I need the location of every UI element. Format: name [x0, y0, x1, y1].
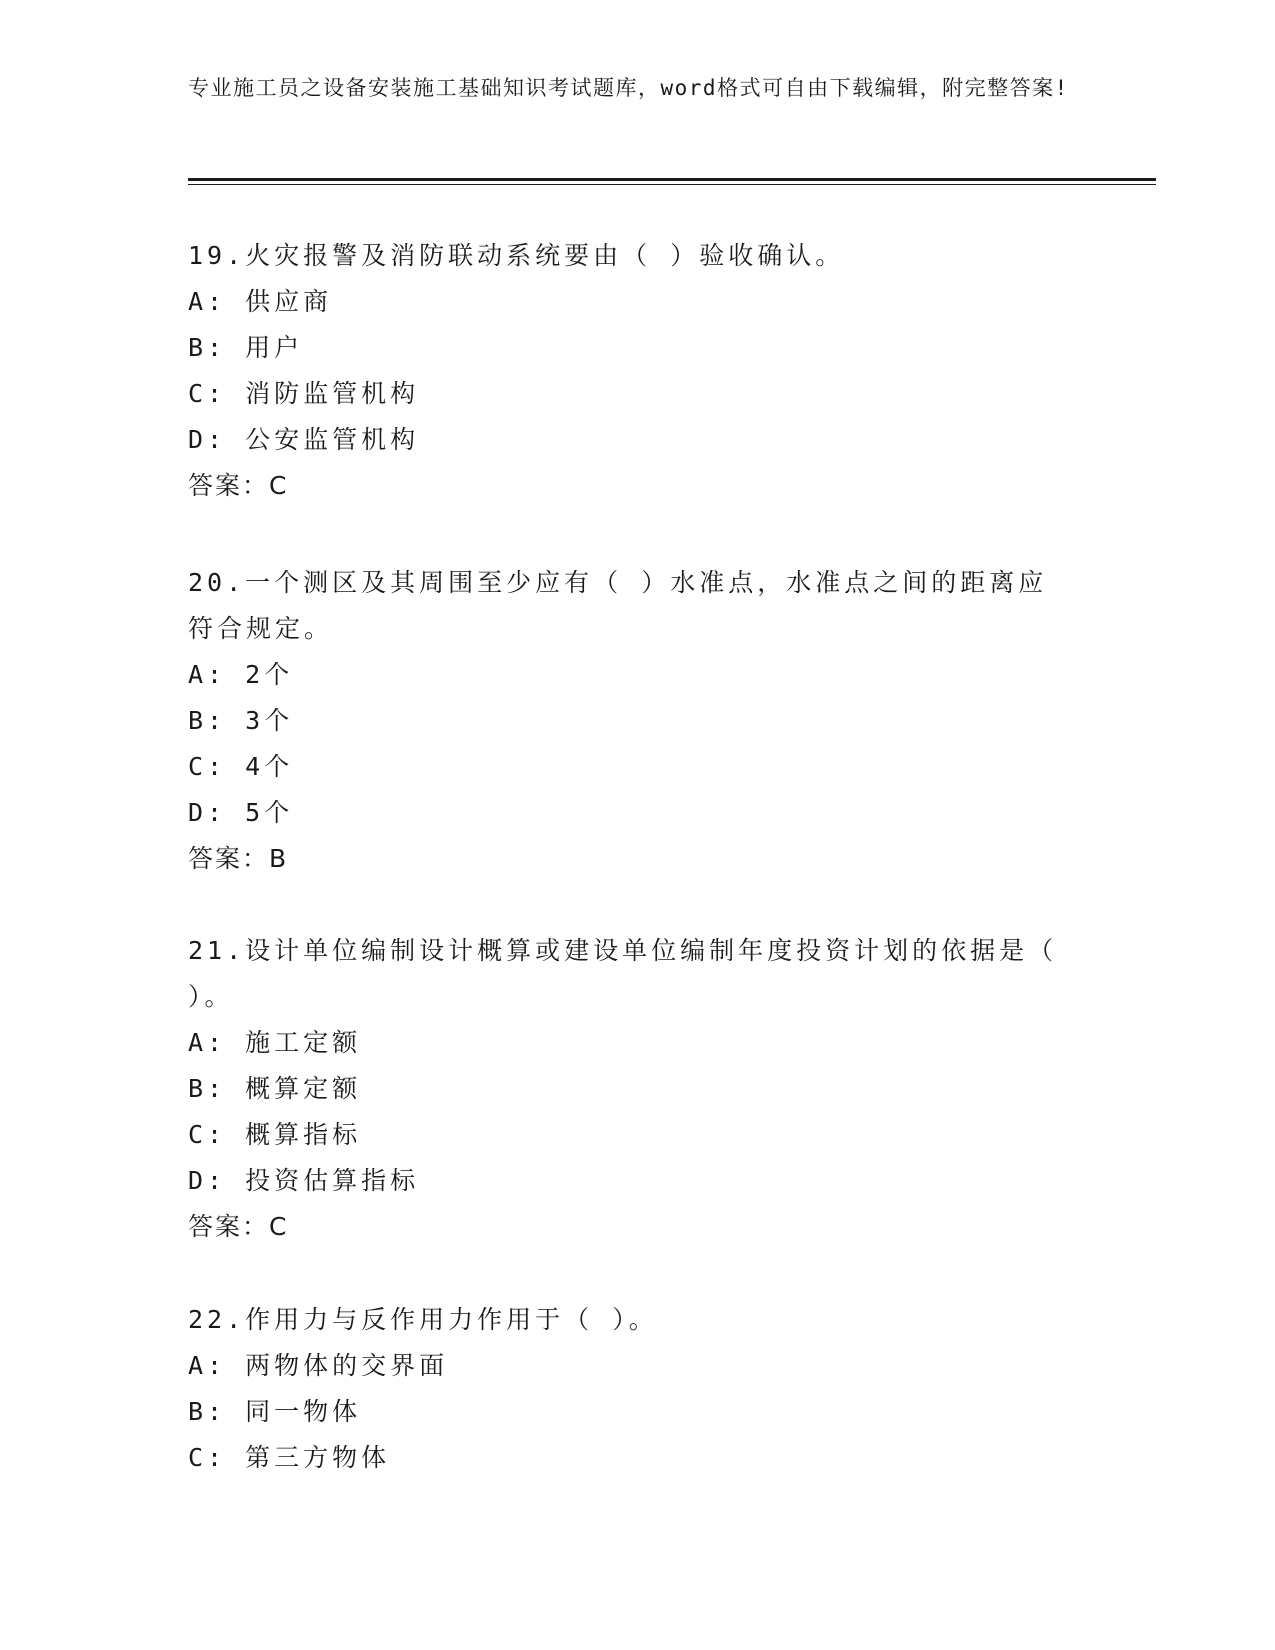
option-d: D: 公安监管机构	[188, 425, 420, 454]
option-b: B: 概算定额	[188, 1074, 362, 1103]
question-text: 20.一个测区及其周围至少应有（ ）水准点，水准点之间的距离应符合规定。	[188, 568, 1048, 643]
option-a: A: 供应商	[188, 287, 333, 316]
answer: 答案：C	[188, 471, 289, 500]
header-divider-thin	[188, 184, 1156, 185]
option-c: C: 4个	[188, 752, 294, 781]
option-b: B: 同一物体	[188, 1397, 362, 1426]
answer: 答案：C	[188, 1212, 289, 1241]
option-a: A: 施工定额	[188, 1028, 362, 1057]
option-b: B: 3个	[188, 706, 294, 735]
question-22	[188, 1297, 1068, 1481]
question-20	[188, 560, 1068, 882]
option-d: D: 5个	[188, 798, 294, 827]
question-21	[188, 928, 1068, 1250]
question-text: 22.作用力与反作用力作用于（ ）。	[188, 1305, 658, 1334]
option-c: C: 第三方物体	[188, 1443, 391, 1472]
header-divider-thick	[188, 178, 1156, 181]
answer: 答案：B	[188, 844, 289, 873]
option-a: A: 两物体的交界面	[188, 1351, 449, 1380]
option-c: C: 概算指标	[188, 1120, 362, 1149]
question-text: 19.火灾报警及消防联动系统要由（ ）验收确认。	[188, 241, 845, 270]
option-d: D: 投资估算指标	[188, 1166, 420, 1195]
question-19	[188, 233, 1068, 509]
question-text: 21.设计单位编制设计概算或建设单位编制年度投资计划的依据是（ ）。	[188, 936, 1058, 1011]
document-header: 专业施工员之设备安装施工基础知识考试题库，word格式可自由下载编辑，附完整答案!	[188, 76, 1069, 100]
option-c: C: 消防监管机构	[188, 379, 420, 408]
option-b: B: 用户	[188, 333, 304, 362]
option-a: A: 2个	[188, 660, 294, 689]
